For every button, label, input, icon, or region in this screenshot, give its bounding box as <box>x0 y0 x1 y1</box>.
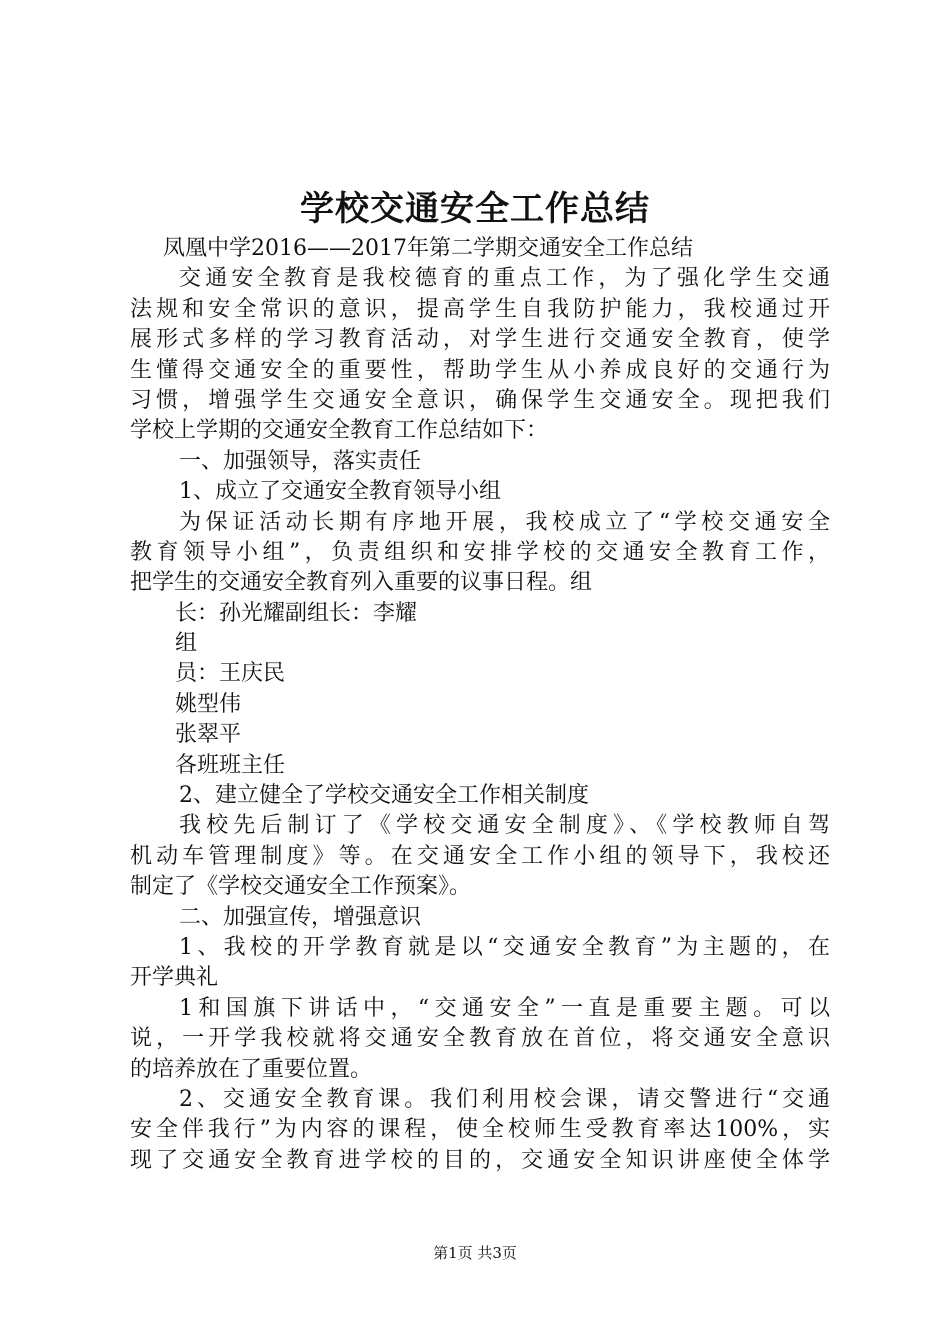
section-heading: 二、加强宣传，增强意识 <box>179 904 422 930</box>
text-line: 现了交通安全教育进学校的目的，交通安全知识讲座使全体学 <box>130 1147 830 1173</box>
text-line: 张翠平 <box>175 722 242 748</box>
subsection-heading: 1、成立了交通安全教育领导小组 <box>179 479 501 505</box>
text-line: 说，一开学我校就将交通安全教育放在首位，将交通安全意识 <box>130 1026 830 1052</box>
text-line: 凤凰中学2016——2017年第二学期交通安全工作总结 <box>163 236 693 261</box>
text-line: 展形式多样的学习教育活动，对学生进行交通安全教育，使学 <box>130 327 830 353</box>
text-line: 组 <box>175 631 198 657</box>
text-line: 开学典礼 <box>130 965 219 991</box>
text-line: 法规和安全常识的意识，提高学生自我防护能力，我校通过开 <box>130 296 830 322</box>
text-line: 为保证活动长期有序地开展，我校成立了“学校交通安全 <box>179 509 830 535</box>
page-footer: 第1页 共3页 <box>433 1244 517 1262</box>
text-line: 1、我校的开学教育就是以“交通安全教育”为主题的，在 <box>179 934 830 960</box>
document-title: 学校交通安全工作总结 <box>300 189 650 229</box>
text-line: 交通安全教育是我校德育的重点工作，为了强化学生交通 <box>179 266 830 292</box>
text-line: 学校上学期的交通安全教育工作总结如下： <box>130 418 549 444</box>
text-line: 生懂得交通安全的重要性，帮助学生从小养成良好的交通行为 <box>130 357 830 383</box>
text-line: 我校先后制订了《学校交通安全制度》、《学校教师自驾 <box>179 813 830 839</box>
text-line: 把学生的交通安全教育列入重要的议事日程。组 <box>130 570 593 596</box>
text-line: 安全伴我行”为内容的课程，使全校师生受教育率达100%，实 <box>130 1117 830 1143</box>
text-line: 2、交通安全教育课。我们利用校会课，请交警进行“交通 <box>179 1086 830 1112</box>
subsection-heading: 2、建立健全了学校交通安全工作相关制度 <box>179 783 589 809</box>
text-line: 制定了《学校交通安全工作预案》。 <box>130 874 472 900</box>
text-line: 姚型伟 <box>175 691 242 717</box>
text-line: 长：孙光耀副组长：李耀 <box>175 600 418 626</box>
text-line: 习惯，增强学生交通安全意识，确保学生交通安全。现把我们 <box>130 387 830 413</box>
section-heading: 一、加强领导，落实责任 <box>179 448 422 474</box>
text-line: 各班班主任 <box>175 752 286 778</box>
text-line: 的培养放在了重要位置。 <box>130 1056 373 1082</box>
text-line: 员：王庆民 <box>175 661 286 687</box>
text-line: 教育领导小组”，负责组织和安排学校的交通安全教育工作， <box>130 539 830 565</box>
text-line: 机动车管理制度》等。在交通安全工作小组的领导下，我校还 <box>130 843 830 869</box>
document-body <box>130 234 830 1176</box>
text-line: 1和国旗下讲话中，“交通安全”一直是重要主题。可以 <box>179 995 830 1021</box>
